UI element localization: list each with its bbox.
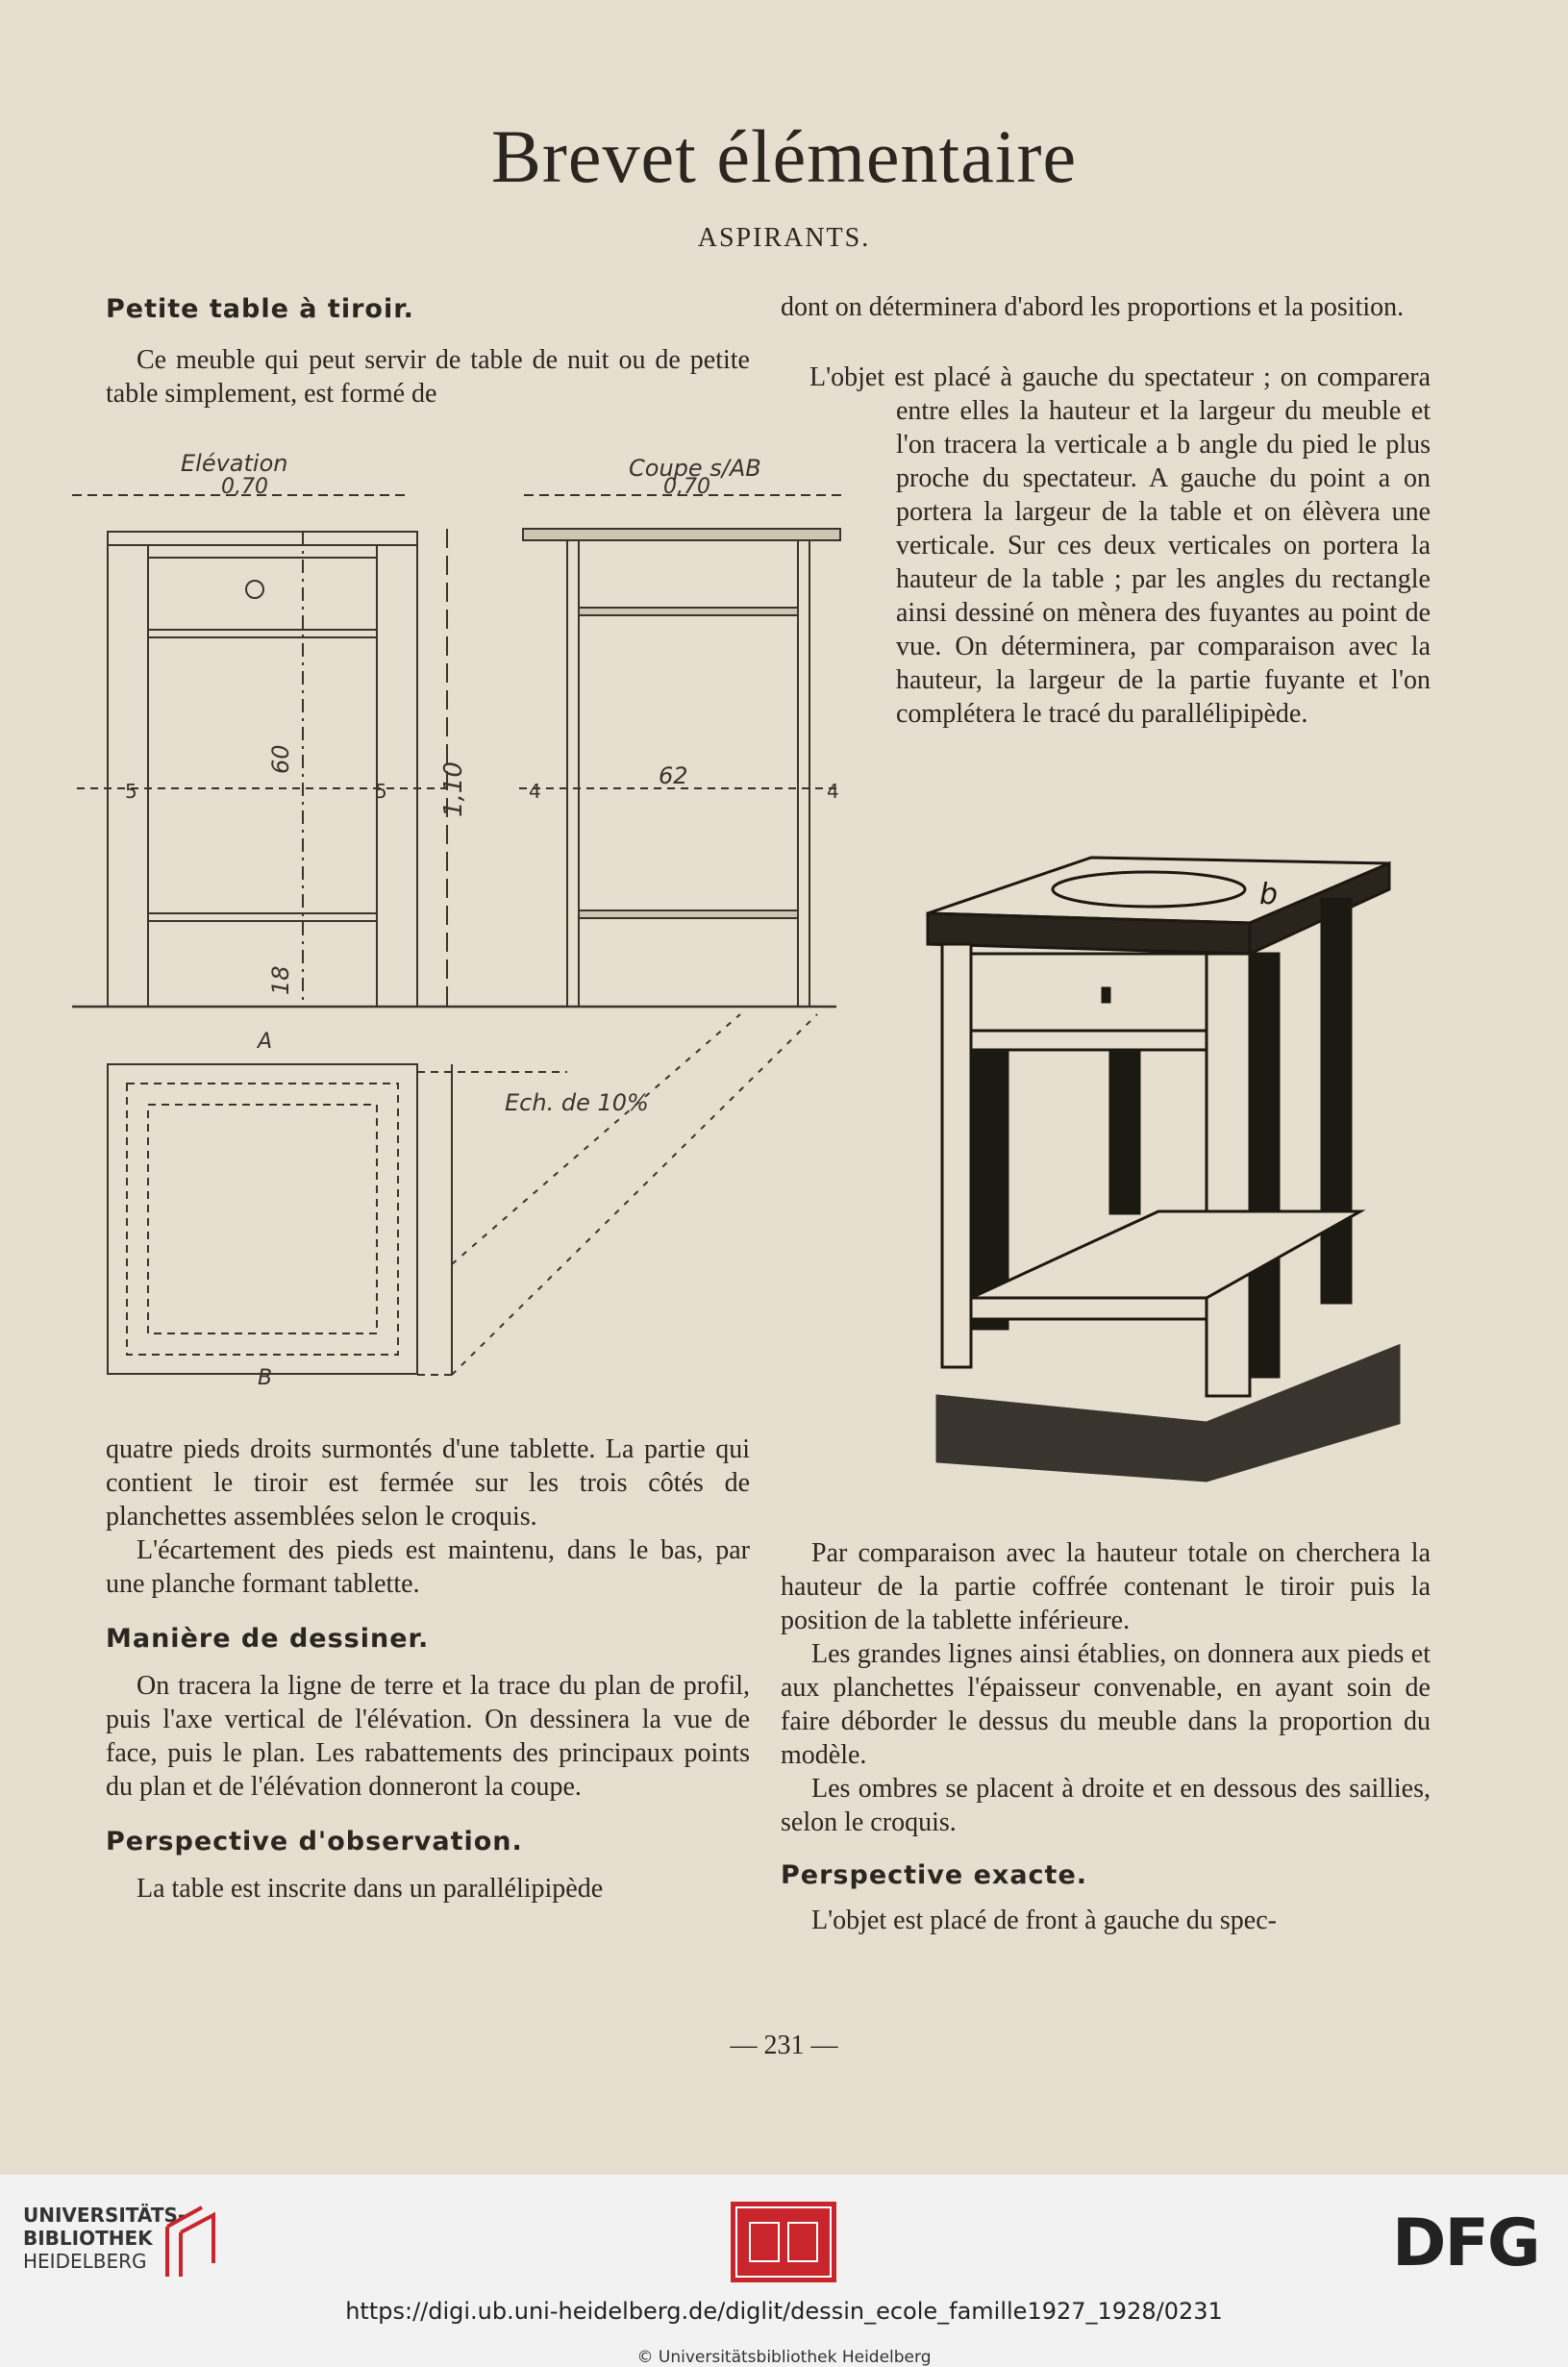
paragraph: L'objet est placé à gauche du spectateur ; on comparera entre elles la hauteur et la largeur du meuble et l'on tracera la verticale a b angle du pied le plus proche du spectateur. A gauche du point a on portera la largeur de la table et on élèvera une verticale. Sur ces deux verticales on portera la hauteur de la table ; par les angles du rectangle ainsi dessiné on mènera des fuyantes au point de vue. On déterminera, par comparaison avec la hauteur, la largeur de la partie fuyante et l'on complétera le tracé du parallélipipède.	[809, 362, 1431, 729]
episteme-logo[interactable]	[731, 2202, 836, 2282]
heading-maniere: Manière de dessiner.	[106, 1624, 430, 1654]
ub-logo-line: HEIDELBERG	[23, 2250, 147, 2273]
dim-4-left: 4	[529, 780, 541, 803]
page-url[interactable]: https://digi.ub.uni-heidelberg.de/diglit/dessin_ecole_famille1927_1928/0231	[345, 2298, 1223, 2325]
page-number: — 231 —	[730, 2031, 838, 2060]
heading-perspective-exacte: Perspective exacte.	[781, 1860, 1088, 1890]
page-subtitle: ASPIRANTS.	[697, 223, 871, 253]
technical-drawing	[67, 437, 856, 1384]
dim-18: 18	[267, 965, 294, 995]
right-column-bottom	[781, 1536, 1431, 1937]
dim-width-left: 0,70	[221, 475, 268, 499]
paragraph: Les grandes lignes ainsi établies, on donnera aux pieds et aux planchettes l'épaisseur convenable, en ayant soin de faire déborder le dessus du meuble dans la proportion du modèle.	[781, 1639, 1431, 1770]
paragraph: Par comparaison avec la hauteur totale on cherchera la hauteur de la partie coffrée contenant le tiroir puis la position de la tablette inférieure.	[781, 1538, 1431, 1635]
paragraph: L'écartement des pieds est maintenu, dans le bas, par une planche formant tablette.	[106, 1535, 750, 1599]
episteme-icon	[731, 2202, 836, 2282]
dfg-logo[interactable]: DFG	[1392, 2205, 1539, 2281]
paragraph: Ce meuble qui peut servir de table de nuit ou de petite table simplement, est formé de	[106, 345, 750, 409]
label-b: B	[258, 1366, 273, 1384]
left-column-bottom	[106, 1433, 750, 1906]
table-sketch	[918, 846, 1428, 1514]
dim-5-left: 5	[125, 780, 137, 803]
left-column-top	[106, 292, 750, 411]
sketch-label-b: b	[1259, 878, 1279, 911]
ub-heidelberg-logo[interactable]	[23, 2204, 186, 2273]
paragraph: dont on déterminera d'abord les proportions et la position.	[781, 292, 1405, 322]
ub-logo-line: UNIVERSITÄTS-	[23, 2204, 187, 2227]
scale-label: Ech. de 10%	[505, 1089, 649, 1116]
viewer-footer	[0, 2175, 1568, 2367]
heading-petite-table: Petite table à tiroir.	[106, 294, 414, 324]
paragraph: Les ombres se placent à droite et en dessous des saillies, selon le croquis.	[781, 1774, 1431, 1837]
ub-logo-line: BIBLIOTHEK	[23, 2227, 153, 2250]
right-column-hanging	[809, 361, 1431, 731]
paragraph: quatre pieds droits surmontés d'une tablette. La partie qui contient le tiroir est fermée sur les trois côtés de planchettes assemblées selon le croquis.	[106, 1434, 750, 1532]
paragraph: La table est inscrite dans un parallélipipède	[137, 1874, 604, 1904]
page-title: Brevet élémentaire	[490, 114, 1078, 198]
label-coupe: Coupe s/AB	[629, 455, 761, 482]
dim-4-right: 4	[827, 780, 839, 803]
dim-62: 62	[659, 762, 688, 789]
right-column-top	[781, 290, 1431, 324]
label-a: A	[258, 1030, 273, 1054]
label-elevation: Elévation	[181, 450, 288, 477]
dim-5-mid: 5	[375, 780, 387, 803]
heading-perspective-observation: Perspective d'observation.	[106, 1827, 523, 1856]
paragraph: L'objet est placé de front à gauche du spec-	[811, 1906, 1277, 1935]
copyright: © Universitätsbibliothek Heidelberg	[636, 2348, 932, 2367]
dim-width-right: 0,70	[663, 475, 710, 499]
dim-60: 60	[267, 744, 294, 774]
paragraph: On tracera la ligne de terre et la trace du plan de profil, puis l'axe vertical de l'élévation. On dessinera la vue de face, puis le plan. Les rabattements des principaux points du plan et de l'élévation donneront la coupe.	[106, 1671, 750, 1802]
dim-height: 1,10	[439, 761, 468, 817]
ub-mark-icon	[163, 2204, 221, 2279]
